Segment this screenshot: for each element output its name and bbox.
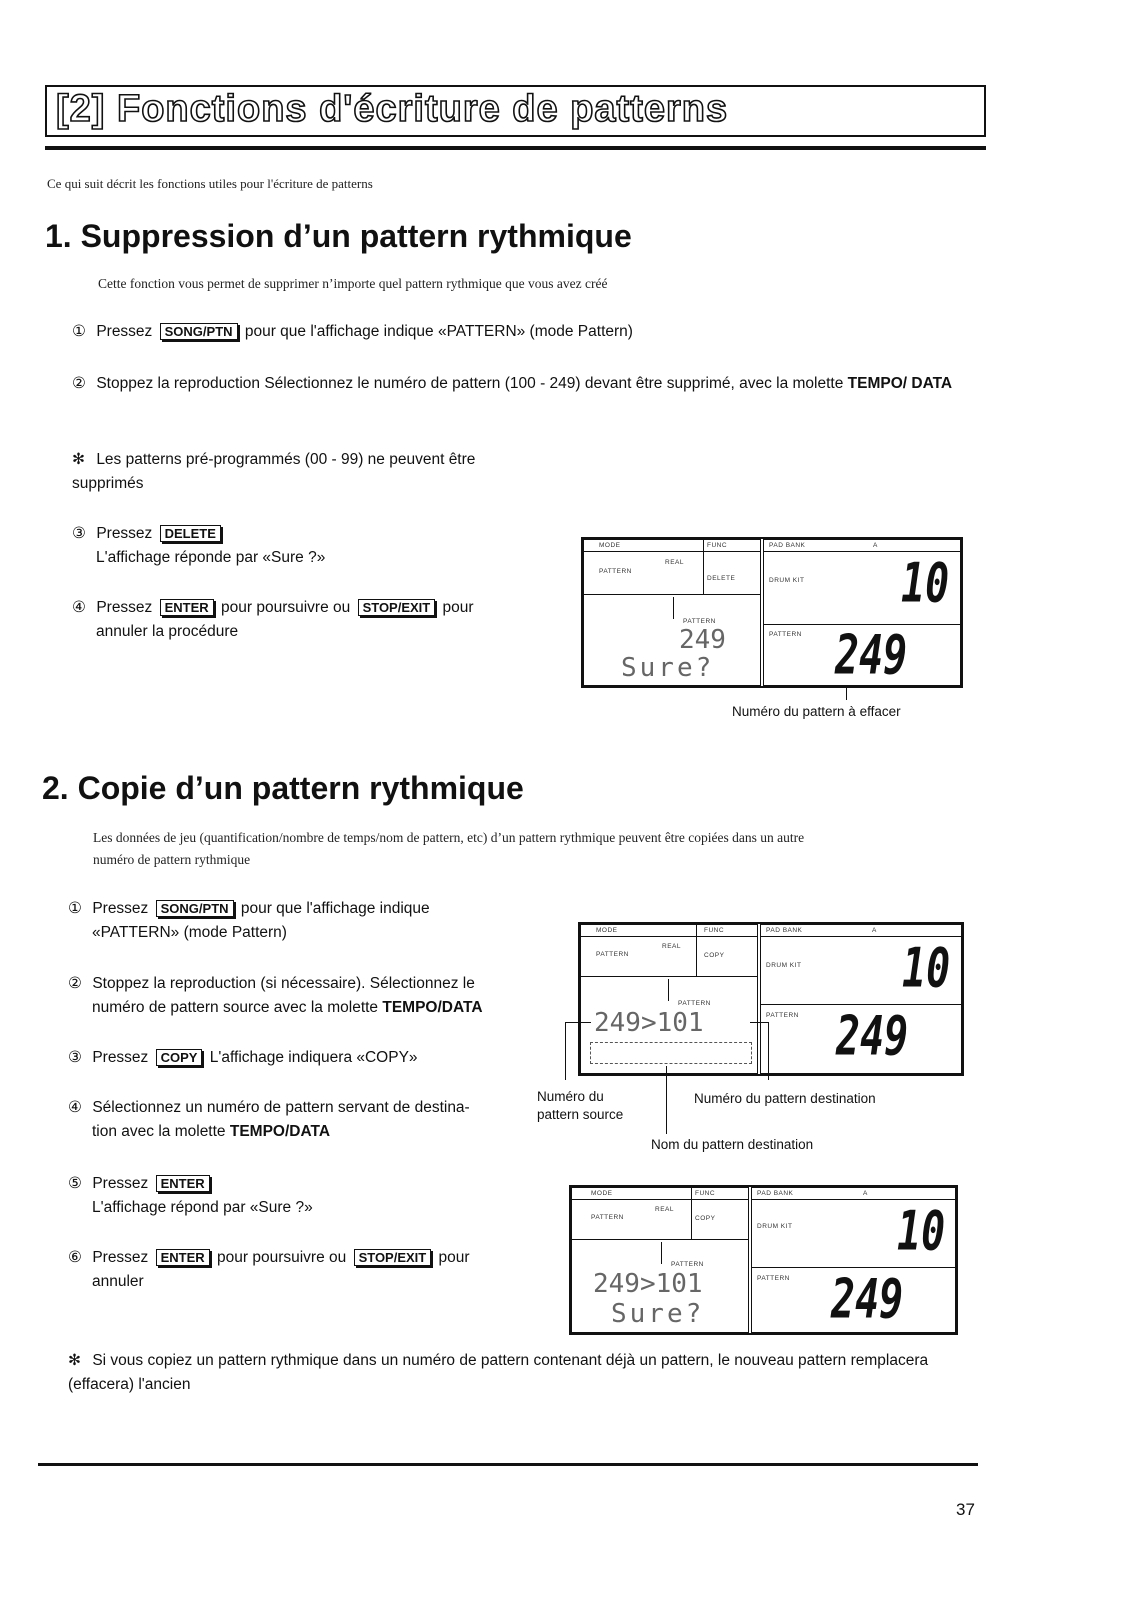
- section1-step2: ② Stoppez la reproduction Sélectionnez le numéro de pattern (100 - 249) devant être supprimé, avec la molette TEMPO/ DATA: [72, 375, 953, 392]
- caption-name: Nom du pattern destination: [651, 1137, 814, 1152]
- lcd-message: Sure?: [621, 653, 715, 683]
- section2-step2: ② Stoppez la reproduction (si nécessaire). Sélectionnez le numéro de pattern source avec la molette TEMPO/DATA: [68, 975, 483, 1016]
- lcd-copy-numbers-2: 249>101: [593, 1269, 703, 1299]
- lcd-pattern-number: 249: [679, 625, 726, 655]
- lcd-drum-kit-value-2: 10: [902, 938, 951, 1001]
- lcd-copy-numbers: 249>101: [594, 1008, 704, 1038]
- song-ptn-key-2[interactable]: SONG/PTN: [156, 900, 234, 917]
- page-number: 37: [956, 1500, 975, 1519]
- section1-note: ✻ Les patterns pré-programmés (00 - 99) ne peuvent être supprimés: [72, 451, 476, 492]
- section2-step4: ④ Sélectionnez un numéro de pattern servant de destina- tion avec la molette TEMPO/DATA: [68, 1099, 470, 1140]
- section2-step6: ⑥ Pressez ENTER pour poursuivre ou STOP/EXIT pour annuler: [68, 1249, 470, 1290]
- header-rule: [45, 146, 986, 150]
- page-title: [2] Fonctions d'écriture de patterns: [56, 88, 729, 130]
- lcd-display-copy: MODE FUNC REAL PATTERN COPY PATTERN 249>101 PAD BANK A DRUM KIT 10 PATTERN 249: [578, 922, 964, 1076]
- caption-source: Numéro du pattern source: [537, 1089, 624, 1122]
- lcd-name-field: [590, 1042, 752, 1064]
- enter-key[interactable]: ENTER: [160, 599, 214, 616]
- section2-step3: ③ Pressez COPY L'affichage indiquera «COPY»: [68, 1049, 418, 1066]
- caption-delete: Numéro du pattern à effacer: [732, 704, 901, 719]
- section1-step1: ① Pressez SONG/PTN pour que l'affichage indique «PATTERN» (mode Pattern): [72, 323, 633, 340]
- lcd-display-delete: MODE FUNC REAL PATTERN DELETE PATTERN 249 Sure? PAD BANK A DRUM KIT 10 PATTERN 249: [581, 537, 963, 688]
- lcd-pattern-right-value-2: 249: [836, 1006, 909, 1069]
- section2-note: ✻ Si vous copiez un pattern rythmique dans un numéro de pattern contenant déjà un pattern, le nouveau pattern remplacera (effacera) l'ancien: [68, 1352, 929, 1393]
- copy-key[interactable]: COPY: [156, 1049, 203, 1066]
- section1-step3: ③ Pressez DELETE L'affichage réponde par «Sure ?»: [72, 525, 326, 566]
- section1-step4: ④ Pressez ENTER pour poursuivre ou STOP/EXIT pour annuler la procédure: [72, 599, 474, 640]
- lcd-message-2: Sure?: [611, 1299, 705, 1329]
- caption-destination: Numéro du pattern destination: [694, 1091, 876, 1106]
- intro-text: Ce qui suit décrit les fonctions utiles pour l'écriture de patterns: [47, 176, 373, 191]
- section1-title: 1. Suppression d’un pattern rythmique: [45, 218, 632, 254]
- lcd-drum-kit-value-3: 10: [897, 1201, 946, 1264]
- section2-step5: ⑤ Pressez ENTER L'affichage répond par «Sure ?»: [68, 1175, 313, 1216]
- enter-key-3[interactable]: ENTER: [156, 1249, 210, 1266]
- lcd-pattern-right-value-3: 249: [831, 1269, 904, 1332]
- song-ptn-key[interactable]: SONG/PTN: [160, 323, 238, 340]
- stop-exit-key[interactable]: STOP/EXIT: [358, 599, 436, 616]
- section2-title: 2. Copie d’un pattern rythmique: [42, 770, 524, 806]
- delete-key[interactable]: DELETE: [160, 525, 221, 542]
- pointer-line: [846, 688, 847, 700]
- section2-description: Les données de jeu (quantification/nombre de temps/nom de pattern, etc) d’un pattern rythmique peuvent être copiées dans un autre numéro de pattern rythmique: [93, 830, 805, 867]
- lcd-pattern-right-value: 249: [835, 625, 908, 688]
- footer-rule: [38, 1463, 978, 1466]
- lcd-drum-kit-value: 10: [901, 553, 950, 616]
- section2-step1: ① Pressez SONG/PTN pour que l'affichage indique «PATTERN» (mode Pattern): [68, 900, 430, 941]
- lcd-display-copy-sure: MODE FUNC REAL PATTERN COPY PATTERN 249>101 Sure? PAD BANK A DRUM KIT 10 PATTERN 249: [569, 1185, 958, 1335]
- enter-key-2[interactable]: ENTER: [156, 1175, 210, 1192]
- section1-description: Cette fonction vous permet de supprimer n’importe quel pattern rythmique que vous avez créé: [98, 276, 608, 291]
- stop-exit-key-2[interactable]: STOP/EXIT: [354, 1249, 432, 1266]
